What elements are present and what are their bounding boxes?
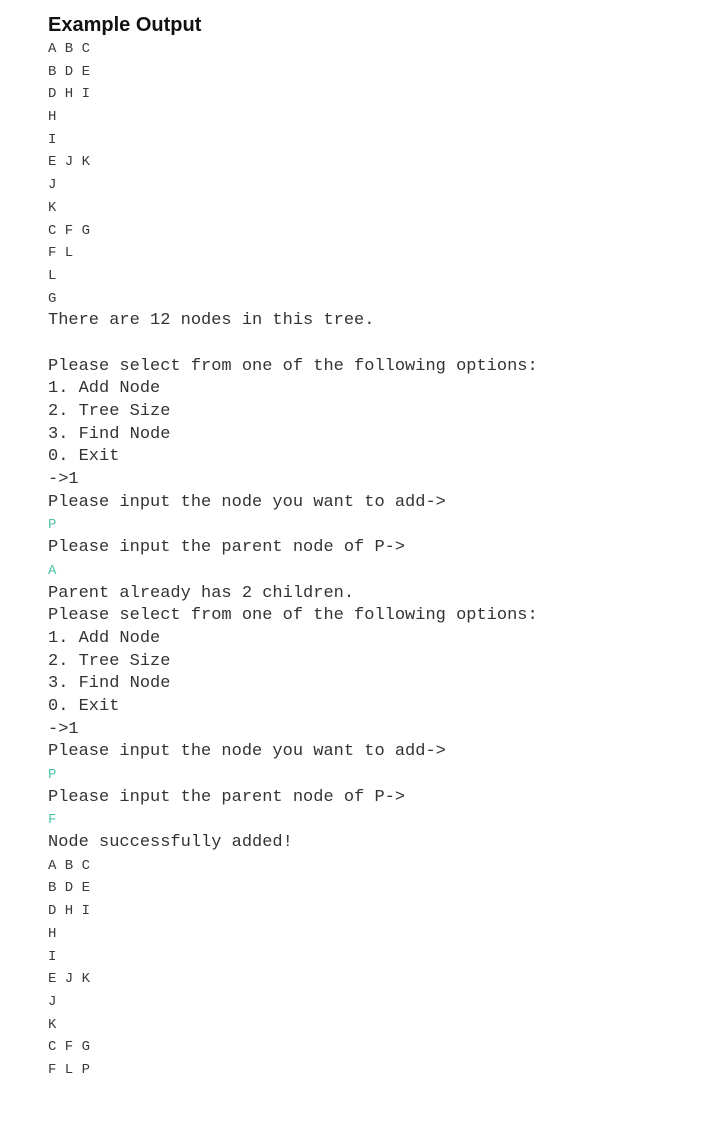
- tree-level-line: J: [48, 993, 57, 1010]
- console-line: 2. Tree Size: [48, 651, 171, 671]
- document: [48, 12, 698, 1082]
- console-output: [48, 38, 698, 1082]
- tree-level-line: C F G: [48, 1039, 91, 1056]
- tree-level-line: C F G: [48, 222, 91, 239]
- console-line: ->1: [48, 470, 79, 490]
- tree-level-line: I: [48, 948, 57, 965]
- tree-level-line: K: [48, 1016, 57, 1033]
- console-line: 3. Find Node: [48, 674, 171, 694]
- console-line: ->1: [48, 719, 79, 739]
- console-line: 0. Exit: [48, 447, 120, 467]
- console-line: 1. Add Node: [48, 628, 161, 648]
- user-input-line: P: [48, 517, 57, 534]
- tree-level-line: F L: [48, 245, 74, 262]
- user-input-line: A: [48, 562, 57, 579]
- tree-level-line: F L P: [48, 1061, 91, 1078]
- console-line: Please input the parent node of P->: [48, 787, 406, 807]
- tree-level-line: K: [48, 199, 57, 216]
- tree-level-line: L: [48, 267, 57, 284]
- console-line: 1. Add Node: [48, 379, 161, 399]
- tree-level-line: E J K: [48, 154, 91, 171]
- console-line: Parent already has 2 children.: [48, 583, 355, 603]
- console-line: Please input the node you want to add->: [48, 492, 446, 512]
- user-input-line: F: [48, 812, 57, 829]
- tree-level-line: D H I: [48, 86, 91, 103]
- tree-level-line: H: [48, 109, 57, 126]
- tree-level-line: A B C: [48, 41, 91, 57]
- console-line: Please select from one of the following options:: [48, 356, 538, 376]
- page-title: Example Output: [48, 14, 202, 36]
- tree-level-line: E J K: [48, 971, 91, 988]
- console-line: Please select from one of the following options:: [48, 606, 538, 626]
- console-line: Node successfully added!: [48, 833, 293, 853]
- tree-level-line: G: [48, 290, 57, 307]
- tree-level-line: B D E: [48, 880, 91, 897]
- tree-level-line: B D E: [48, 63, 91, 80]
- console-line: 3. Find Node: [48, 424, 171, 444]
- console-line: 2. Tree Size: [48, 402, 171, 421]
- tree-level-line: J: [48, 177, 57, 194]
- blank-line: [48, 333, 698, 356]
- user-input-line: P: [48, 767, 57, 783]
- tree-level-line: A B C: [48, 857, 91, 874]
- console-line: Please input the parent node of P->: [48, 538, 406, 558]
- console-line: 0. Exit: [48, 696, 120, 716]
- tree-level-line: H: [48, 925, 57, 942]
- console-line: There are 12 nodes in this tree.: [48, 311, 375, 331]
- tree-level-line: D H I: [48, 903, 91, 920]
- console-line: Please input the node you want to add->: [48, 742, 446, 762]
- tree-level-line: I: [48, 131, 57, 148]
